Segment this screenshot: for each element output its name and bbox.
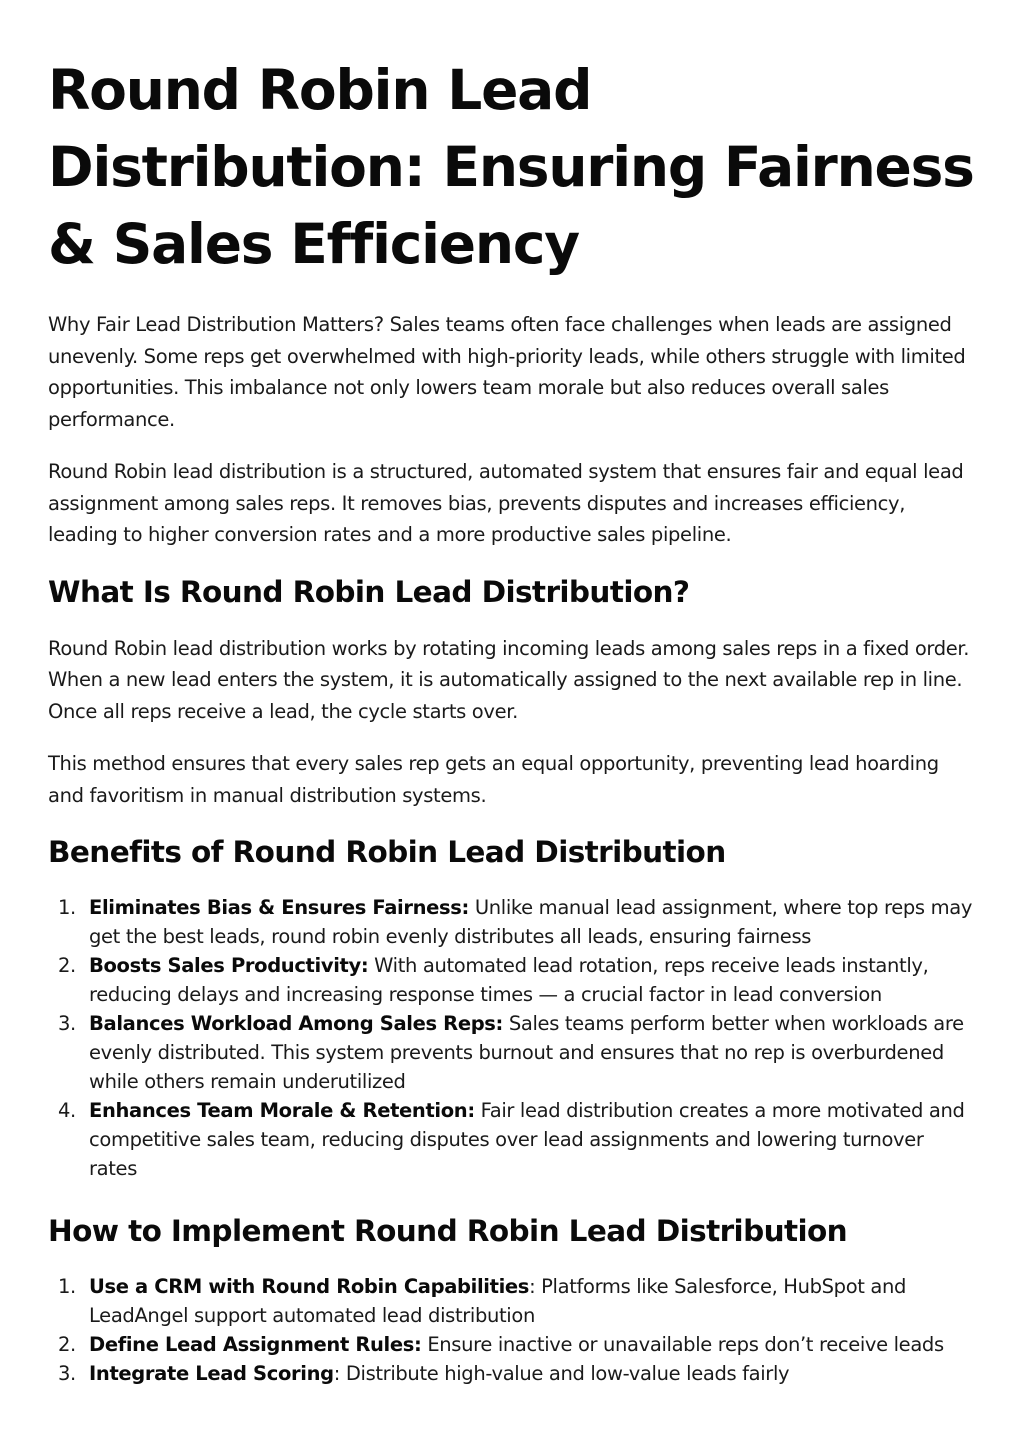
list-item <box>48 1330 976 1359</box>
list-number: 3. <box>58 1012 76 1035</box>
list-item-term: Boosts Sales Productivity: <box>89 954 369 977</box>
what-paragraph-1: Round Robin lead distribution works by rotating incoming leads among sales reps in a fixed order. When a new lead enters the system, it is automatically assigned to the next available rep in line. Once all reps receive a lead, the cycle starts over. <box>48 636 970 723</box>
implement-list <box>48 1272 976 1388</box>
list-item-text: Sales teams perform better when workloads are evenly distributed. This system prevents burnout and ensures that no rep is overburdened while others remain underutilized <box>89 1012 964 1093</box>
list-item-term: Balances Workload Among Sales Reps: <box>89 1012 504 1035</box>
list-item-text: Fair lead distribution creates a more motivated and competitive sales team, reducing disputes over lead assignments and lowering turnover rates <box>89 1099 965 1180</box>
list-item-term: Define Lead Assignment Rules: <box>89 1333 422 1356</box>
what-paragraph-2: This method ensures that every sales rep gets an equal opportunity, preventing lead hoarding and favoritism in manual distribution systems. <box>48 752 939 807</box>
list-item <box>48 1096 976 1183</box>
list-number: 3. <box>58 1362 76 1385</box>
benefits-list <box>48 893 976 1183</box>
list-item-text: Unlike manual lead assignment, where top reps may get the best leads, round robin evenly distributes all leads, ensuring fairness <box>89 896 973 948</box>
list-item <box>48 1009 976 1096</box>
list-number: 1. <box>58 1275 76 1298</box>
list-number: 2. <box>58 1333 76 1356</box>
list-item-term: Use a CRM with Round Robin Capabilities <box>89 1275 530 1298</box>
list-item <box>48 893 976 951</box>
page-title: Round Robin Lead Distribution: Ensuring Fairness & Sales Efficiency <box>48 58 974 276</box>
section-heading-what: What Is Round Robin Lead Distribution? <box>48 574 690 609</box>
list-item-text: : Distribute high-value and low-value leads fairly <box>333 1362 790 1385</box>
list-item-term: Eliminates Bias & Ensures Fairness: <box>89 896 470 919</box>
list-item <box>48 951 976 1009</box>
list-item-term: Enhances Team Morale & Retention: <box>89 1099 475 1122</box>
list-item-text: With automated lead rotation, reps receive leads instantly, reducing delays and increasing response times — a crucial factor in lead conversion <box>89 954 929 1006</box>
list-item-text: Ensure inactive or unavailable reps don’t receive leads <box>421 1333 944 1356</box>
section-heading-benefits: Benefits of Round Robin Lead Distribution <box>48 835 726 869</box>
list-item-term: Integrate Lead Scoring <box>89 1362 334 1385</box>
list-number: 1. <box>58 896 76 919</box>
list-number: 2. <box>58 954 76 977</box>
list-item <box>48 1272 976 1330</box>
list-item <box>48 1359 976 1388</box>
list-item-text: : Platforms like Salesforce, HubSpot and LeadAngel support automated lead distribution <box>89 1275 907 1327</box>
section-heading-implement: How to Implement Round Robin Lead Distribution <box>48 1214 848 1248</box>
intro-paragraph-1: Why Fair Lead Distribution Matters? Sales teams often face challenges when leads are assigned unevenly. Some reps get overwhelmed with high-priority leads, while others struggle with limited opportunities. This imbalance not only lowers team morale but also reduces overall sales performance. <box>48 313 966 431</box>
list-number: 4. <box>58 1099 76 1122</box>
intro-paragraph-2: Round Robin lead distribution is a structured, automated system that ensures fair and equal lead assignment among sales reps. It removes bias, prevents disputes and increases efficiency, leading to higher conversion rates and a more productive sales pipeline. <box>48 460 964 546</box>
